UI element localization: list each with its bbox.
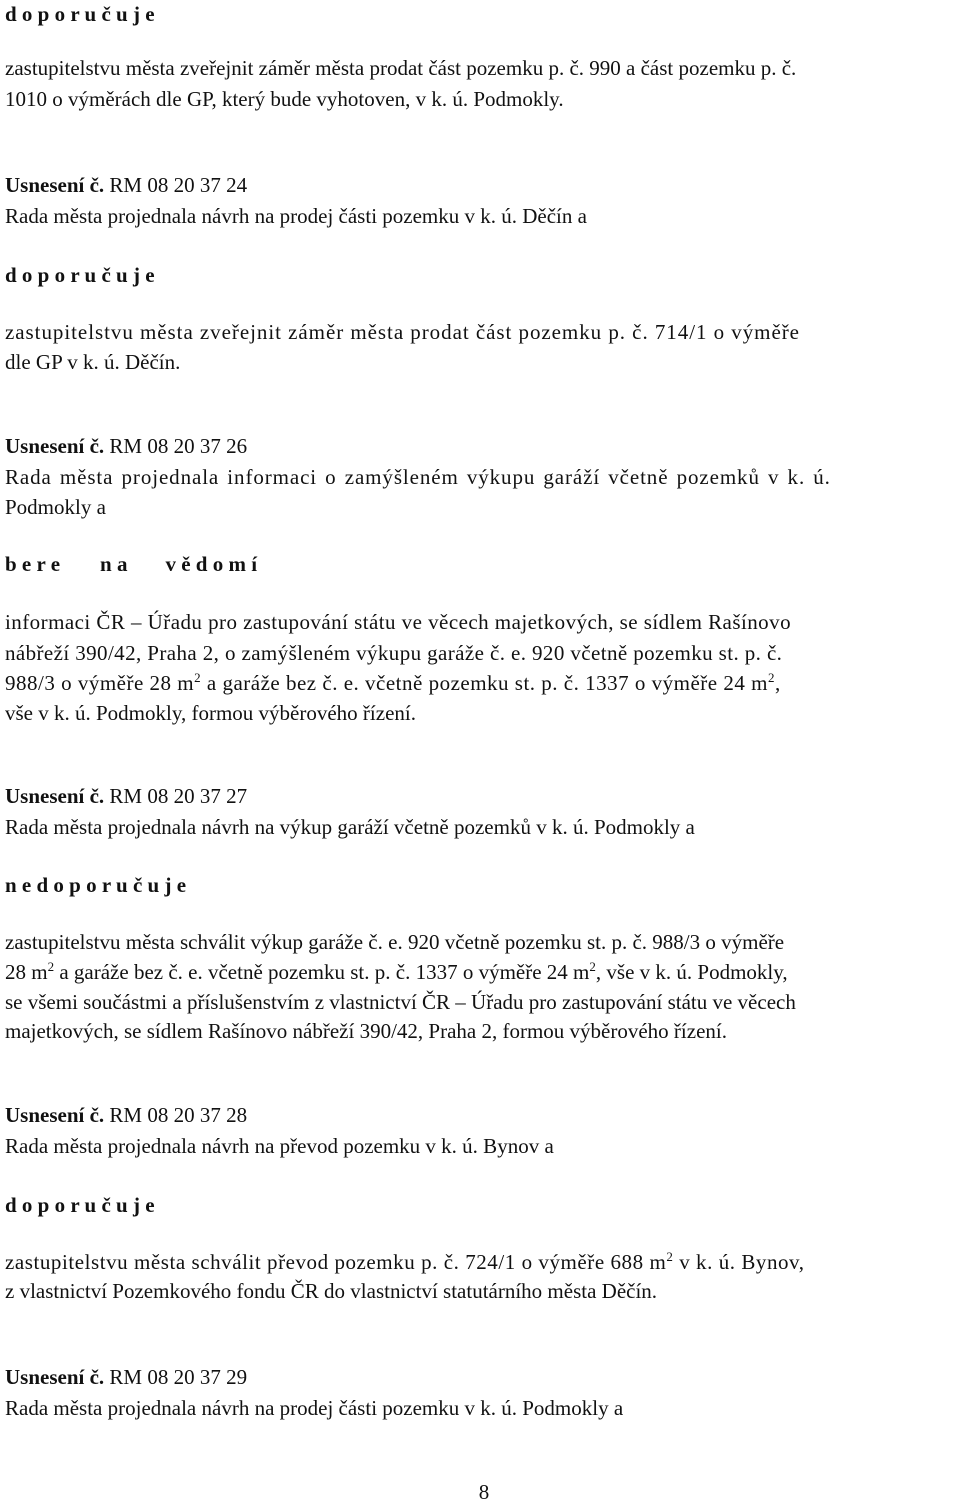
paragraph-line: zastupitelstvu města zveřejnit záměr města prodat část pozemku p. č. 990 a část pozemku p. č. [5,56,797,80]
paragraph-line: nábřeží 390/42, Praha 2, o zamýšleném výkupu garáže č. e. 920 včetně pozemku st. p. č. [5,641,783,665]
text-run: a garáže bez č. e. včetně pozemku st. p. č. 1337 o výměře 24 m [201,671,768,695]
resolution-number: RM 08 20 37 26 [104,434,248,458]
verb-part: n a [100,552,128,576]
paragraph-line: z vlastnictví Pozemkového fondu ČR do vlastnictví statutárního města Děčín. [5,1279,658,1303]
resolution-prefix: Usnesení č. [5,1103,105,1127]
superscript: 2 [589,959,596,974]
paragraph-line: vše v k. ú. Podmokly, formou výběrového řízení. [5,701,416,725]
superscript: 2 [47,959,55,974]
paragraph-line [5,1250,955,1275]
page-number: 8 [478,1480,490,1504]
resolution-prefix: Usnesení č. [5,784,105,808]
resolution-intro: Rada města projednala návrh na prodej části pozemku v k. ú. Děčín a [5,204,587,228]
resolution-intro: Rada města projednala informaci o zamýšleném výkupu garáží včetně pozemků v k. ú. [5,465,831,489]
text-run: v k. ú. Bynov, [673,1250,805,1274]
superscript: 2 [666,1249,674,1264]
paragraph-line: se všemi součástmi a příslušenstvím z vlastnictví ČR – Úřadu pro zastupování státu ve věcech [5,990,796,1014]
paragraph-line: majetkových, se sídlem Rašínovo nábřeží 390/42, Praha 2, formou výběrového řízení. [5,1019,727,1043]
text-run: , vše v k. ú. Podmokly, [595,960,788,984]
text-run: 28 m [5,960,48,984]
resolution-heading [5,434,955,459]
resolution-prefix: Usnesení č. [5,434,105,458]
paragraph-line: zastupitelstvu města schválit výkup garáže č. e. 920 včetně pozemku st. p. č. 988/3 o výměře [5,930,785,954]
resolution-heading [5,1365,955,1390]
paragraph-line [5,671,955,696]
paragraph-line: 1010 o výměrách dle GP, který bude vyhotoven, v k. ú. Podmokly. [5,87,564,111]
resolution-intro: Rada města projednala návrh na prodej části pozemku v k. ú. Podmokly a [5,1396,624,1420]
recommend-verb: d o p o r u č u j e [5,2,155,26]
not-recommend-verb: n e d o p o r u č u j e [5,873,187,897]
resolution-heading [5,173,955,198]
superscript: 2 [194,670,202,685]
paragraph-text: zastupitelstvu města zveřejnit záměr města prodat část pozemku p. č. 714/1 o výměře [5,320,800,344]
superscript: 2 [767,670,775,685]
resolution-intro: Rada města projednala návrh na výkup garáží včetně pozemků v k. ú. Podmokly a [5,815,695,839]
recommend-verb: d o p o r u č u j e [5,1193,155,1217]
resolution-number: RM 08 20 37 29 [104,1365,248,1389]
paragraph-line: dle GP v k. ú. Děčín. [5,350,181,374]
paragraph-line [5,320,955,345]
recommend-verb: d o p o r u č u j e [5,263,155,287]
verb-part: v ě d o m í [165,552,258,576]
resolution-intro: Podmokly a [5,495,106,519]
resolution-prefix: Usnesení č. [5,173,105,197]
paragraph-line: informaci ČR – Úřadu pro zastupování státu ve věcech majetkových, se sídlem Rašínovo [5,610,792,634]
resolution-heading [5,1103,955,1128]
text-run: , [774,671,781,695]
text-run: zastupitelstvu města schválit převod pozemku p. č. 724/1 o výměře 688 m [5,1250,667,1274]
verb-part: b e r e [5,552,61,576]
resolution-intro: Rada města projednala návrh na převod pozemku v k. ú. Bynov a [5,1134,554,1158]
text-run: 988/3 o výměře 28 m [5,671,195,695]
resolution-number: RM 08 20 37 24 [104,173,248,197]
resolution-heading [5,784,955,809]
paragraph-line [5,960,955,985]
resolution-number: RM 08 20 37 27 [104,784,248,808]
acknowledge-verb [5,552,955,577]
resolution-prefix: Usnesení č. [5,1365,105,1389]
resolution-number: RM 08 20 37 28 [104,1103,248,1127]
text-run: a garáže bez č. e. včetně pozemku st. p. č. 1337 o výměře 24 m [54,960,590,984]
